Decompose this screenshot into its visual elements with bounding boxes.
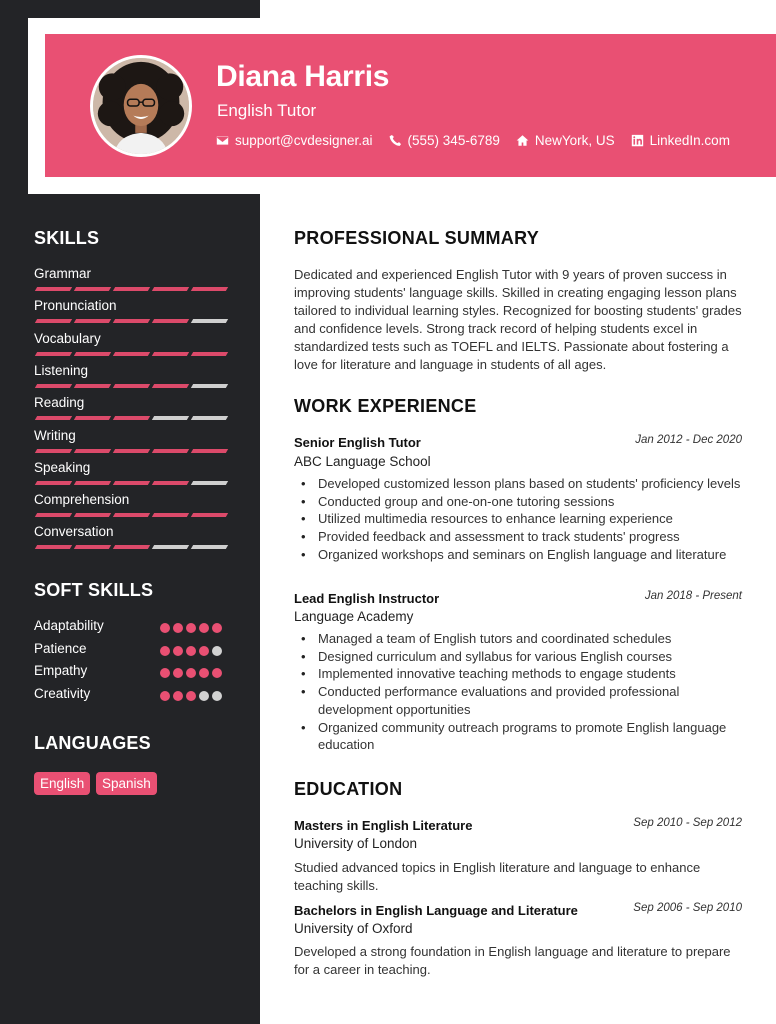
skill-label: Writing xyxy=(34,427,76,443)
skill-level-segment xyxy=(191,545,228,549)
skill-level-bar xyxy=(34,545,226,549)
skill-level-segment xyxy=(74,513,111,517)
skill-level-segment xyxy=(113,545,150,549)
skill-level-bar xyxy=(34,416,226,420)
summary-heading: PROFESSIONAL SUMMARY xyxy=(294,228,540,248)
skill-level-segment xyxy=(74,449,111,453)
rating-dot xyxy=(199,668,209,678)
skill-level-bar xyxy=(34,319,226,323)
contact-phone-text: (555) 345-6789 xyxy=(407,133,500,148)
skill-level-segment xyxy=(152,449,189,453)
job-organization: ABC Language School xyxy=(294,454,431,469)
summary-text: Dedicated and experienced English Tutor with 9 years of proven success in improving students' language skills. Skilled in creating engaging lesson plans tailored to individual learning styles. Recognized for boosting students' grades and confidence levels. Strong track record of helping students excel in standardized tests such as TOEFL and IELTS. Passionate about fostering a love for literature and language in students of all ages. xyxy=(294,267,742,372)
envelope-icon xyxy=(216,134,229,147)
skill-level-segment xyxy=(191,384,228,388)
skill-label: Conversation xyxy=(34,524,114,540)
school-name: University of London xyxy=(294,836,418,851)
skill-label: Speaking xyxy=(34,459,91,475)
soft-skill-row xyxy=(34,618,226,638)
skill-label: Vocabulary xyxy=(34,330,101,346)
home-icon xyxy=(516,134,529,147)
rating-dot xyxy=(186,691,196,701)
skill-level-segment xyxy=(35,287,72,291)
skill-level-segment xyxy=(113,481,150,485)
skill-level-bar xyxy=(34,384,226,388)
skill-label: Listening xyxy=(34,362,89,378)
contact-location-text: NewYork, US xyxy=(534,133,615,148)
skill-level-segment xyxy=(35,319,72,323)
skill-level-segment xyxy=(74,287,111,291)
skill-level-segment xyxy=(113,416,150,420)
language-badge: English xyxy=(34,772,90,795)
skill-level-segment xyxy=(35,416,72,420)
degree-title: Bachelors in English Language and Literature xyxy=(294,903,578,918)
soft-skills-heading: SOFT SKILLS xyxy=(34,580,154,600)
job-bullets xyxy=(294,475,746,564)
skills-heading: SKILLS xyxy=(34,228,100,248)
rating-dot xyxy=(212,691,222,701)
soft-skill-row xyxy=(34,686,226,706)
rating-dot xyxy=(212,646,222,656)
list-item: • Implemented innovative teaching methods to engage students xyxy=(294,665,746,683)
degree-title: Masters in English Literature xyxy=(294,818,473,833)
list-item: • Conducted group and one-on-one tutoring sessions xyxy=(294,493,746,511)
skill-row xyxy=(34,460,226,475)
skill-row xyxy=(34,331,226,346)
skill-level-segment xyxy=(35,449,72,453)
skill-level-bar xyxy=(34,513,226,517)
skill-level-segment xyxy=(152,545,189,549)
skill-level-segment xyxy=(113,352,150,356)
skill-level-segment xyxy=(35,352,72,356)
skill-label: Reading xyxy=(34,395,85,411)
skill-level-segment xyxy=(113,384,150,388)
rating-dot xyxy=(160,623,170,633)
skill-row xyxy=(34,266,226,281)
skill-level-bar xyxy=(34,481,226,485)
skill-level-segment xyxy=(191,287,228,291)
rating-dot xyxy=(173,691,183,701)
profile-photo xyxy=(93,58,189,154)
skill-level-segment xyxy=(191,481,228,485)
skill-level-segment xyxy=(113,287,150,291)
rating-dot xyxy=(160,691,170,701)
rating-dot xyxy=(199,623,209,633)
skill-level-segment xyxy=(152,384,189,388)
skill-level-segment xyxy=(74,384,111,388)
contact-linkedin[interactable] xyxy=(631,133,730,148)
skill-level-segment xyxy=(191,416,228,420)
soft-skill-label: Adaptability xyxy=(34,618,104,633)
avatar xyxy=(90,55,192,157)
candidate-title: English Tutor xyxy=(217,101,317,120)
skill-label: Pronunciation xyxy=(34,298,117,314)
skill-label: Comprehension xyxy=(34,492,130,508)
list-item: • Developed customized lesson plans based on students' proficiency levels xyxy=(294,475,746,493)
skill-level-segment xyxy=(113,449,150,453)
candidate-name: Diana Harris xyxy=(216,60,390,93)
rating-dot xyxy=(173,623,183,633)
skill-level-segment xyxy=(74,416,111,420)
skill-level-segment xyxy=(152,352,189,356)
soft-skill-label: Empathy xyxy=(34,663,88,679)
contact-bar xyxy=(216,133,746,148)
skill-row xyxy=(34,298,226,313)
skill-level-segment xyxy=(191,513,228,517)
job-role: Senior English Tutor xyxy=(294,435,421,450)
skill-label: Grammar xyxy=(34,266,91,281)
experience-heading: WORK EXPERIENCE xyxy=(294,396,477,416)
rating-dot xyxy=(186,668,196,678)
skill-level-segment xyxy=(74,352,111,356)
language-badge: Spanish xyxy=(96,772,157,795)
linkedin-icon xyxy=(631,134,644,147)
skill-level-segment xyxy=(35,481,72,485)
rating-dot xyxy=(173,668,183,678)
education-description: Developed a strong foundation in English language and literature to prepare for a career in teaching. xyxy=(294,944,731,977)
education-heading: EDUCATION xyxy=(294,779,403,799)
contact-email[interactable] xyxy=(216,133,373,148)
rating-dot xyxy=(160,668,170,678)
skill-level-segment xyxy=(152,513,189,517)
list-item: • Provided feedback and assessment to track students' progress xyxy=(294,528,746,546)
contact-email-text: support@cvdesigner.ai xyxy=(235,133,373,148)
skill-row xyxy=(34,524,226,539)
contact-linkedin-text: LinkedIn.com xyxy=(649,133,730,148)
skill-level-segment xyxy=(191,352,228,356)
skill-level-segment xyxy=(113,513,150,517)
education-dates: Sep 2010 - Sep 2012 xyxy=(633,817,742,829)
rating-dot xyxy=(186,646,196,656)
rating-dot xyxy=(186,623,196,633)
skill-level-segment xyxy=(113,319,150,323)
skill-level-segment xyxy=(152,319,189,323)
soft-skill-label: Creativity xyxy=(34,685,91,701)
rating-dot xyxy=(212,623,222,633)
education-description: Studied advanced topics in English literature and language to enhance teaching skills. xyxy=(294,860,701,893)
skill-level-segment xyxy=(74,481,111,485)
rating-dot xyxy=(212,668,222,678)
list-item: • Conducted performance evaluations and provided professional development opportunities xyxy=(294,683,746,718)
job-role: Lead English Instructor xyxy=(294,591,440,606)
skill-level-segment xyxy=(74,545,111,549)
languages-heading: LANGUAGES xyxy=(34,733,151,753)
skill-level-segment xyxy=(191,449,228,453)
skill-level-segment xyxy=(74,319,111,323)
skill-level-segment xyxy=(35,545,72,549)
job-dates: Jan 2018 - Present xyxy=(644,590,742,602)
soft-skill-label: Patience xyxy=(34,640,87,656)
phone-icon xyxy=(389,134,402,147)
rating-dot xyxy=(173,646,183,656)
skill-level-segment xyxy=(152,481,189,485)
skill-level-segment xyxy=(152,287,189,291)
skill-level-segment xyxy=(191,319,228,323)
skill-level-segment xyxy=(35,384,72,388)
skill-level-bar xyxy=(34,352,226,356)
contact-location xyxy=(516,133,615,148)
list-item: • Designed curriculum and syllabus for various English courses xyxy=(294,648,746,666)
rating-dot xyxy=(199,691,209,701)
list-item: • Organized workshops and seminars on English language and literature xyxy=(294,546,746,564)
skill-level-segment xyxy=(35,513,72,517)
skill-level-bar xyxy=(34,449,226,453)
job-organization: Language Academy xyxy=(294,609,414,624)
rating-dot xyxy=(160,646,170,656)
skill-level-bar xyxy=(34,287,226,291)
soft-skill-row xyxy=(34,641,226,661)
education-dates: Sep 2006 - Sep 2010 xyxy=(633,902,742,914)
list-item: • Utilized multimedia resources to enhance learning experience xyxy=(294,510,746,528)
soft-skill-row xyxy=(34,663,226,683)
contact-phone[interactable] xyxy=(389,133,500,148)
skill-row xyxy=(34,395,226,410)
rating-dot xyxy=(199,646,209,656)
job-dates: Jan 2012 - Dec 2020 xyxy=(635,434,742,446)
list-item: • Organized community outreach programs to promote English language education xyxy=(294,719,746,754)
list-item: • Managed a team of English tutors and coordinated schedules xyxy=(294,630,746,648)
skill-row xyxy=(34,492,226,507)
school-name: University of Oxford xyxy=(294,921,413,936)
skill-level-segment xyxy=(152,416,189,420)
skill-row xyxy=(34,363,226,378)
job-bullets xyxy=(294,630,746,754)
skill-row xyxy=(34,428,226,443)
